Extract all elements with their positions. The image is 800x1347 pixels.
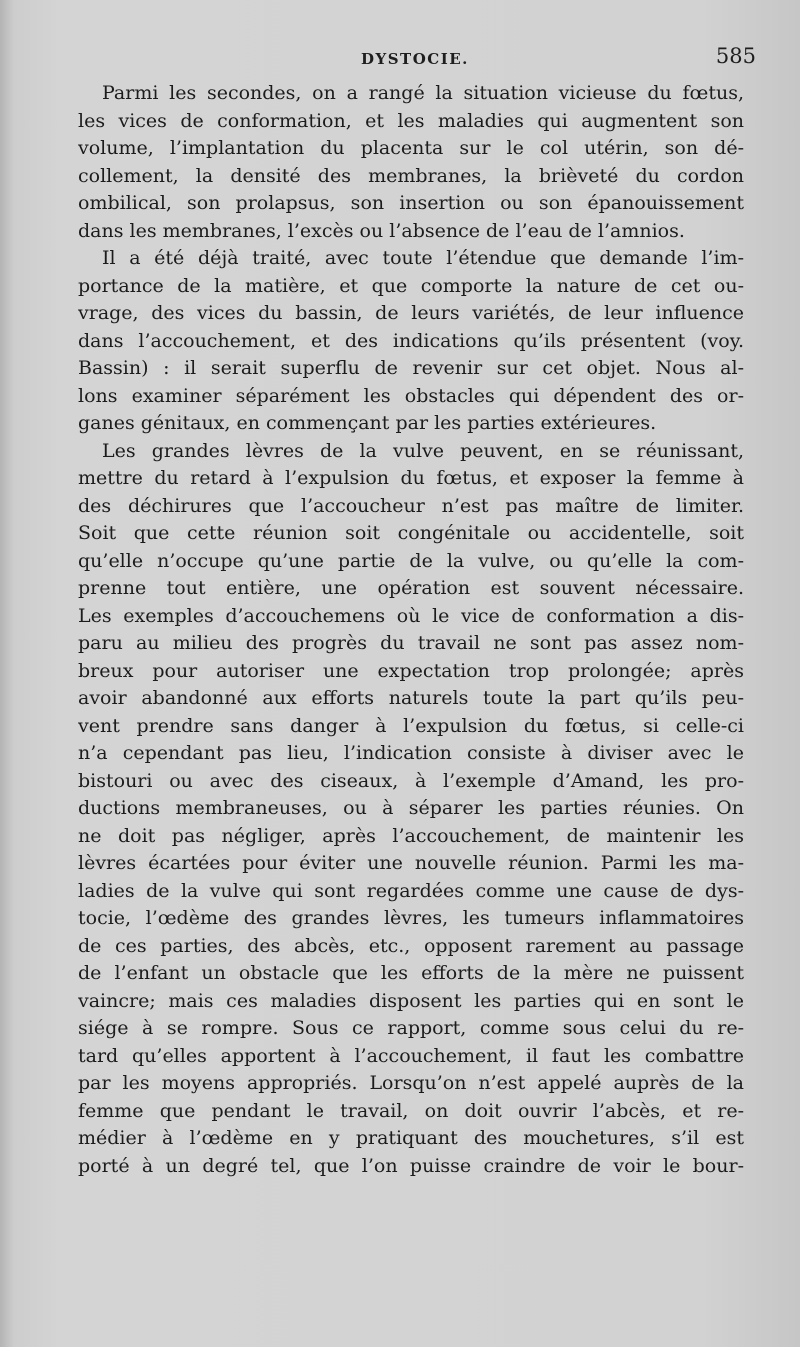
text-line: ladies de la vulve qui sont regardées comme une cause de dys- [78, 879, 744, 902]
text-line: mettre du retard à l’expulsion du fœtus, et exposer la femme à [78, 467, 744, 489]
text-line: par les moyens appropriés. Lorsqu’on n’est appelé auprès de la [78, 1072, 744, 1094]
text-line: breux pour autoriser une expectation trop prolongée; après [78, 659, 744, 682]
text-line: dans l’accouchement, et des indications qu’ils présentent (voy. [78, 329, 744, 352]
text-line: vrage, des vices du bassin, de leurs variétés, de leur influence [78, 302, 744, 324]
text-line: volume, l’implantation du placenta sur le col utérin, son dé- [78, 137, 744, 159]
text-line: bistouri ou avec des ciseaux, à l’exemple d’Amand, les pro- [78, 769, 744, 792]
text-line: ne doit pas négliger, après l’accouchement, de maintenir les [78, 824, 744, 847]
body-text [78, 80, 744, 1180]
text-line: prenne tout entière, une opération est souvent nécessaire. [78, 577, 744, 599]
text-line: n’a cependant pas lieu, l’indication consiste à diviser avec le [78, 742, 744, 764]
text-line: qu’elle n’occupe qu’une partie de la vulve, ou qu’elle la com- [78, 549, 744, 572]
text-line: tard qu’elles apportent à l’accouchement, il faut les combattre [78, 1044, 744, 1067]
text-line: siége à se rompre. Sous ce rapport, comme sous celui du re- [78, 1017, 744, 1039]
text-line: Il a été déjà traité, avec toute l’étendue que demande l’im- [102, 247, 744, 269]
page-header [78, 44, 758, 78]
text-line: collement, la densité des membranes, la brièveté du cordon [78, 164, 744, 187]
text-line: vent prendre sans danger à l’expulsion du fœtus, si celle-ci [78, 714, 744, 737]
text-line: de l’enfant un obstacle que les efforts de la mère ne puissent [78, 962, 744, 984]
text-line: de ces parties, des abcès, etc., opposent rarement au passage [78, 934, 744, 957]
text-line: ganes génitaux, en commençant par les parties extérieures. [78, 412, 657, 434]
text-line: lèvres écartées pour éviter une nouvelle réunion. Parmi les ma- [78, 852, 744, 874]
text-line: les vices de conformation, et les maladies qui augmentent son [78, 109, 744, 132]
text-line: Les grandes lèvres de la vulve peuvent, en se réunissant, [102, 439, 744, 462]
text-line: Soit que cette réunion soit congénitale ou accidentelle, soit [78, 522, 744, 544]
text-line: portance de la matière, et que comporte la nature de cet ou- [78, 274, 744, 297]
text-line: Parmi les secondes, on a rangé la situation vicieuse du fœtus, [102, 82, 744, 104]
text-line: ductions membraneuses, ou à séparer les parties réunies. On [78, 797, 744, 819]
text-line: femme que pendant le travail, on doit ouvrir l’abcès, et re- [78, 1099, 744, 1122]
text-line: médier à l’œdème en y pratiquant des mouchetures, s’il est [78, 1127, 744, 1149]
page-number: 585 [715, 44, 756, 68]
text-line: des déchirures que l’accoucheur n’est pas maître de limiter. [78, 494, 744, 517]
running-head: DYSTOCIE. [361, 50, 469, 68]
text-line: tocie, l’œdème des grandes lèvres, les tumeurs inflammatoires [78, 907, 744, 929]
text-line: avoir abandonné aux efforts naturels toute la part qu’ils peu- [78, 687, 744, 709]
text-line: paru au milieu des progrès du travail ne sont pas assez nom- [78, 632, 744, 654]
text-line: vaincre; mais ces maladies disposent les parties qui en sont le [78, 989, 744, 1012]
text-line: lons examiner séparément les obstacles qui dépendent des or- [78, 384, 744, 407]
text-line: Bassin) : il serait superflu de revenir sur cet objet. Nous al- [78, 357, 744, 379]
text-line: Les exemples d’accouchemens où le vice de conformation a dis- [78, 604, 744, 627]
text-line: ombilical, son prolapsus, son insertion ou son épanouissement [78, 192, 744, 214]
text-line: porté à un degré tel, que l’on puisse craindre de voir le bour- [78, 1154, 744, 1177]
text-line: dans les membranes, l’excès ou l’absence de l’eau de l’amnios. [78, 219, 685, 242]
